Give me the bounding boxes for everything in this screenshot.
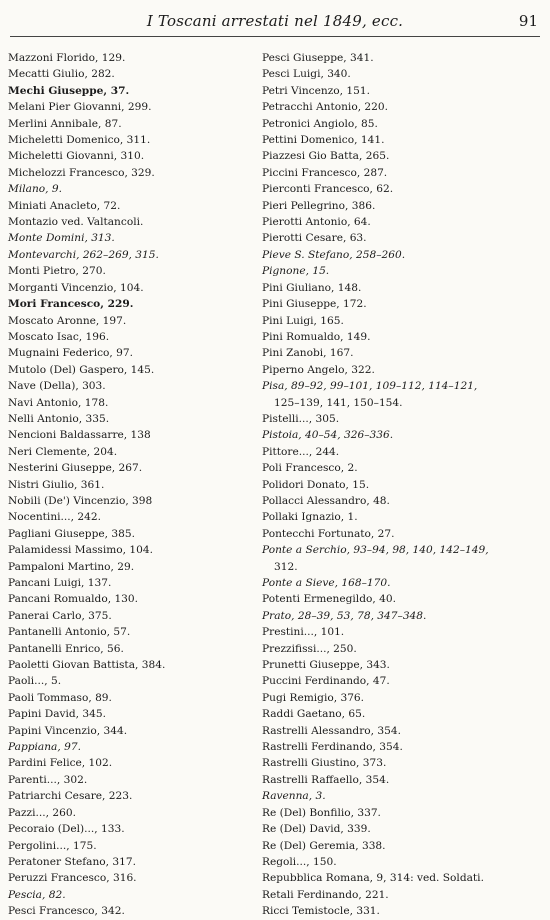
index-entry: Mugnaini Federico, 97. [8, 347, 133, 360]
index-entry-continuation: 312. [274, 560, 298, 573]
index-entry: Rastrelli Ferdinando, 354. [262, 741, 403, 754]
index-entry: Pontecchi Fortunato, 27. [262, 527, 395, 540]
index-entry: Pesci Giuseppe, 341. [262, 52, 374, 64]
index-entry: Pieve S. Stefano, 258–260. [262, 248, 406, 261]
index-entry: Pesci Luigi, 340. [262, 68, 351, 81]
index-entry: Pescia, 82. [8, 888, 66, 901]
index-entry: Navi Antonio, 178. [8, 396, 109, 409]
index-entry: Monti Pietro, 270. [8, 265, 106, 278]
index-entry: Peruzzi Francesco, 316. [8, 872, 137, 885]
index-entry: Papini Vincenzio, 344. [8, 724, 128, 737]
index-entry: Poli Francesco, 2. [262, 462, 358, 475]
index-entry: Paoletti Giovan Battista, 384. [8, 659, 166, 672]
index-entry: Pergolini..., 175. [8, 839, 97, 852]
index-entry: Rastrelli Giustino, 373. [262, 757, 387, 770]
index-entry: Nobili (De') Vincenzio, 398 [8, 494, 153, 507]
page-number: 91 [518, 12, 538, 30]
running-header [0, 6, 550, 34]
index-entry: Moscato Aronne, 197. [8, 314, 127, 327]
index-entry: Prato, 28–39, 53, 78, 347–348. [262, 609, 427, 622]
index-entry: Panerai Carlo, 375. [8, 609, 112, 622]
index-entry: Ponte a Sieve, 168–170. [262, 577, 391, 589]
index-entry: Miniati Anacleto, 72. [8, 199, 121, 212]
index-entry: Petronici Angiolo, 85. [262, 117, 378, 130]
index-entry: Ricci Temistocle, 331. [262, 905, 380, 918]
index-entry: Pappiana, 97. [8, 741, 81, 754]
index-entry: Pini Giuseppe, 172. [262, 298, 367, 311]
index-entry: Patriarchi Cesare, 223. [8, 790, 133, 803]
index-entry: Re (Del) Geremia, 338. [262, 839, 386, 852]
index-entry: Pancani Luigi, 137. [8, 577, 112, 589]
index-entry: Pittore..., 244. [262, 445, 340, 458]
index-entry: Mutolo (Del) Gaspero, 145. [8, 363, 155, 376]
index-entry: Piccini Francesco, 287. [262, 166, 388, 179]
index-entry: Potenti Ermenegildo, 40. [262, 593, 396, 606]
index-entry: Ravenna, 3. [262, 790, 326, 803]
index-entry: Repubblica Romana, 9, 314: ved. Soldati. [262, 872, 484, 885]
index-entry: Pancani Romualdo, 130. [8, 593, 139, 606]
index-entry-continuation: 125–139, 141, 150–154. [274, 396, 403, 409]
index-entry: Mori Francesco, 229. [8, 298, 134, 311]
index-entry: Pieri Pellegrino, 386. [262, 199, 376, 212]
index-entry: Pettini Domenico, 141. [262, 134, 385, 147]
index-entry: Mechi Giuseppe, 37. [8, 84, 130, 97]
index-entry: Pesci Francesco, 342. [8, 905, 125, 918]
index-entry: Nocentini..., 242. [8, 511, 101, 524]
index-entry: Montevarchi, 262–269, 315. [8, 248, 159, 261]
index-entry: Prestini..., 101. [262, 626, 345, 639]
header-rule [10, 36, 540, 37]
index-entry: Pantanelli Antonio, 57. [8, 626, 131, 639]
index-entry: Pini Luigi, 165. [262, 314, 344, 327]
index-entry: Paoli..., 5. [8, 675, 62, 688]
index-entry: Raddi Gaetano, 65. [262, 708, 366, 721]
index-entry: Re (Del) Bonfilio, 337. [262, 806, 381, 819]
index-entry: Re (Del) David, 339. [262, 823, 371, 836]
index-entry: Pistelli..., 305. [262, 412, 340, 425]
index-entry: Papini David, 345. [8, 708, 107, 721]
index-entry: Pierotti Antonio, 64. [262, 216, 371, 229]
index-entry: Polidori Donato, 15. [262, 478, 370, 491]
index-entry: Piazzesi Gio Batta, 265. [262, 150, 390, 163]
index-entry: Nencioni Baldassarre, 138 [8, 429, 151, 442]
running-title: I Toscani arrestati nel 1849, ecc. [146, 12, 404, 30]
index-column-left [8, 50, 260, 920]
index-entry: Merlini Annibale, 87. [8, 117, 122, 130]
index-entry: Pierconti Francesco, 62. [262, 183, 394, 196]
index-entry: Monte Domini, 313. [8, 232, 115, 245]
index-entry: Pini Giuliano, 148. [262, 281, 362, 294]
index-entry: Ponte a Serchio, 93–94, 98, 140, 142–149, [262, 544, 489, 557]
index-entry: Regoli..., 150. [262, 855, 337, 868]
index-entry: Pierotti Cesare, 63. [262, 232, 367, 245]
index-entry: Pini Romualdo, 149. [262, 330, 371, 343]
index-entry: Micheletti Domenico, 311. [8, 134, 151, 147]
index-entry: Prezzifissi..., 250. [262, 642, 357, 655]
index-entry: Pollacci Alessandro, 48. [262, 494, 390, 507]
index-entry: Rastrelli Raffaello, 354. [262, 773, 390, 786]
index-entry: Pignone, 15. [262, 265, 330, 278]
index-entry: Moscato Isac, 196. [8, 330, 110, 343]
index-entry: Michelozzi Francesco, 329. [8, 166, 155, 179]
index-entry: Pistoia, 40–54, 326–336. [262, 429, 394, 442]
index-entry: Morganti Vincenzio, 104. [8, 281, 144, 294]
index-entry: Pisa, 89–92, 99–101, 109–112, 114–121, [262, 380, 478, 393]
index-entry: Retali Ferdinando, 221. [262, 888, 389, 901]
index-entry: Pazzi..., 260. [8, 806, 76, 819]
index-entry: Micheletti Giovanni, 310. [8, 150, 145, 163]
index-entry: Pantanelli Enrico, 56. [8, 642, 124, 655]
index-entry: Peratoner Stefano, 317. [8, 855, 137, 868]
index-entry: Melani Pier Giovanni, 299. [8, 101, 152, 114]
index-entry: Pugi Remigio, 376. [262, 691, 365, 704]
index-entry: Montazio ved. Valtancoli. [8, 216, 144, 229]
index-entry: Palamidessi Massimo, 104. [8, 544, 153, 557]
index-entry: Pecoraio (Del)..., 133. [8, 823, 125, 836]
index-entry: Parenti..., 302. [8, 773, 88, 786]
index-entry: Nave (Della), 303. [8, 380, 106, 393]
index-entry: Milano, 9. [8, 183, 62, 196]
index-entry: Mecatti Giulio, 282. [8, 68, 115, 81]
index-column-right [262, 50, 544, 920]
index-entry: Nesterini Giuseppe, 267. [8, 462, 143, 475]
index-entry: Pollaki Ignazio, 1. [262, 511, 358, 524]
index-entry: Pardini Felice, 102. [8, 757, 113, 770]
index-entry: Petri Vincenzo, 151. [262, 84, 370, 97]
index-entry: Puccini Ferdinando, 47. [262, 675, 390, 688]
index-entry: Paoli Tommaso, 89. [8, 691, 112, 704]
index-entry: Pampaloni Martino, 29. [8, 560, 135, 573]
index-entry: Nistri Giulio, 361. [8, 478, 105, 491]
index-entry: Pagliani Giuseppe, 385. [8, 527, 135, 540]
index-entry: Nelli Antonio, 335. [8, 412, 110, 425]
index-entry: Mazzoni Florido, 129. [8, 52, 126, 64]
index-entry: Prunetti Giuseppe, 343. [262, 659, 390, 672]
index-entry: Pini Zanobi, 167. [262, 347, 354, 360]
index-entry: Piperno Angelo, 322. [262, 363, 375, 376]
index-entry: Neri Clemente, 204. [8, 445, 118, 458]
index-entry: Rastrelli Alessandro, 354. [262, 724, 401, 737]
index-entry: Petracchi Antonio, 220. [262, 101, 389, 114]
